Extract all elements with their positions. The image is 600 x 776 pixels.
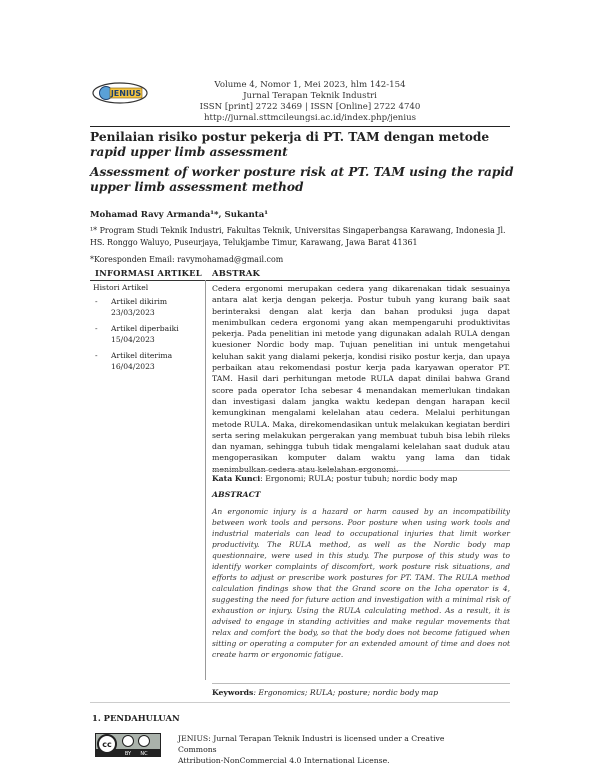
keywords-rule (212, 683, 510, 684)
abstrak-text: Cedera ergonomi merupakan cedera yang dikarenakan tidak sesuainya antara alat kerja dengan pekerja. Postur tubuh yang kurang baik saat berinteraksi dengan alat kerja dan bahan produksi juga dapat menimbulkan cedera ergonomi yang akan mempengaruhi produktivitas pekerja. Pada penelitian ini metode yang digunakan adalah RULA dengan kuesioner Nordic body map. Tujuan penelitian ini untuk mengetahui keluhan sakit yang dialami pekerja, kondisi risiko postur kerja, dan upaya perbaikan atau rekomendasi postur kerja pada karyawan operator PT. TAM. Hasil dari perhitungan metode RULA dapat dinilai bahwa Grand score pada operator Icha sebesar 4 menandakan memerlukan tindakan dan investigasi dalam jangka waktu kedepan dengan harapan kecil kemungkinan mengalami kelelahan atau cedera. Melalui perhitungan metode RULA. Maka, direkomendasikan untuk melakukan kegiatan berdiri serta sering melakukan pergerakan yang membuat tubuh bisa lebih rileks dan nyaman, sehingga tubuh tidak mengalami kelelahan saat duduk atau mengoperasikan komputer dalam waktu yang lama dan tidak menimbulkan cedera atau kelelahan ergonomi. (212, 284, 510, 474)
history-label: Artikel diterima (111, 351, 173, 360)
affiliation: ¹* Program Studi Teknik Industri, Fakultas Teknik, Universitas Singaperbangsa Karawang, Indonesia Jl. HS. Ronggo Waluyo, Puseurjaya, Telukjambe Timur, Karawang, Jawa Barat 41361 (90, 226, 506, 247)
abstract-text: An ergonomic injury is a hazard or harm caused by an incompatibility between work tools and persons. Poor posture when using work tools and industrial materials can lead to occupational injuries that limit worker productivity. The RULA method, as well as the Nordic body map questionnaire, were used in this study. The purpose of this study was to identify worker complaints of discomfort, work posture risk situations, and efforts to adjust or prescribe work postures for PT. TAM. The RULA method calculation findings show that the Grand score on the Icha operator is 4, suggesting the need for future action and investigation with a minimal risk of exhaustion or injury. Using the RULA calculating method. As a result, it is advised to engage in standing activities and make regular movements that relax and comfort the body, so that the body does not become fatigued when sitting or operating a computer for an extended amount of time and does not create harm or ergonomic fatigue. (212, 507, 510, 659)
logo-text: JENIUS (110, 89, 142, 98)
info-heading: INFORMASI ARTIKEL (95, 268, 202, 278)
cc-nc-label: NC (140, 751, 148, 757)
journal-issn: ISSN [print] 2722 3469 | ISSN [Online] 2722 4740 (199, 102, 421, 112)
cc-text: cc (102, 740, 112, 749)
license-line-1: JENIUS: Jurnal Terapan Teknik Industri is licensed under a Creative Commons (178, 734, 445, 754)
license-line-2: Attribution-NonCommercial 4.0 International License. (178, 756, 390, 765)
keywords (212, 688, 438, 697)
kata-kunci-label: Kata Kunci (212, 474, 261, 483)
authors: Mohamad Ravy Armanda¹*, Sukanta¹ (90, 210, 269, 220)
correspondence-email: *Koresponden Email: ravymohamad@gmail.com (90, 255, 284, 264)
history-item (93, 350, 198, 372)
cc-by-nc-badge[interactable] (95, 733, 161, 757)
title-indonesian: Penilaian risiko postur pekerja di PT. TAM dengan metode rapid upper limb assessment (90, 130, 490, 159)
keyword-rule (212, 470, 510, 471)
history-list (93, 296, 198, 377)
journal-volume: Volume 4, Nomor 1, Mei 2023, hlm 142-154 (214, 80, 406, 90)
column-divider (205, 280, 206, 680)
history-item (93, 296, 198, 318)
history-label: Artikel diperbaiki (111, 324, 179, 333)
history-dash: - (95, 351, 98, 360)
abstract-heading: ABSTRACT (212, 490, 261, 499)
journal-name: Jurnal Terapan Teknik Industri (243, 91, 377, 101)
license-text (178, 733, 478, 766)
history-dash: - (95, 297, 98, 306)
journal-url[interactable]: http://jurnal.sttmcileungsi.ac.id/index.php/jenius (203, 113, 417, 123)
kata-kunci (212, 474, 457, 483)
keywords-values: : Ergonomics; RULA; posture; nordic body map (253, 688, 439, 697)
history-date: 15/04/2023 (111, 335, 155, 344)
header-rule (90, 126, 510, 127)
history-date: 16/04/2023 (111, 362, 155, 371)
history-date: 23/03/2023 (111, 308, 155, 317)
history-title: Histori Artikel (93, 283, 149, 292)
title-english: Assessment of worker posture risk at PT. TAM using the rapid upper limb assessment method (90, 165, 514, 194)
jenius-logo (90, 80, 150, 106)
kata-kunci-values: : Ergonomi; RULA; postur tubuh; nordic body map (260, 474, 458, 483)
column-rule (90, 280, 510, 281)
history-dash: - (95, 324, 98, 333)
history-item (93, 323, 198, 345)
history-label: Artikel dikirim (111, 297, 168, 306)
cc-by-label: BY (124, 751, 132, 757)
section-rule (90, 702, 510, 703)
keywords-label: Keywords (212, 688, 254, 697)
section-heading: 1. PENDAHULUAN (92, 713, 180, 723)
abstrak-heading: ABSTRAK (212, 268, 260, 278)
